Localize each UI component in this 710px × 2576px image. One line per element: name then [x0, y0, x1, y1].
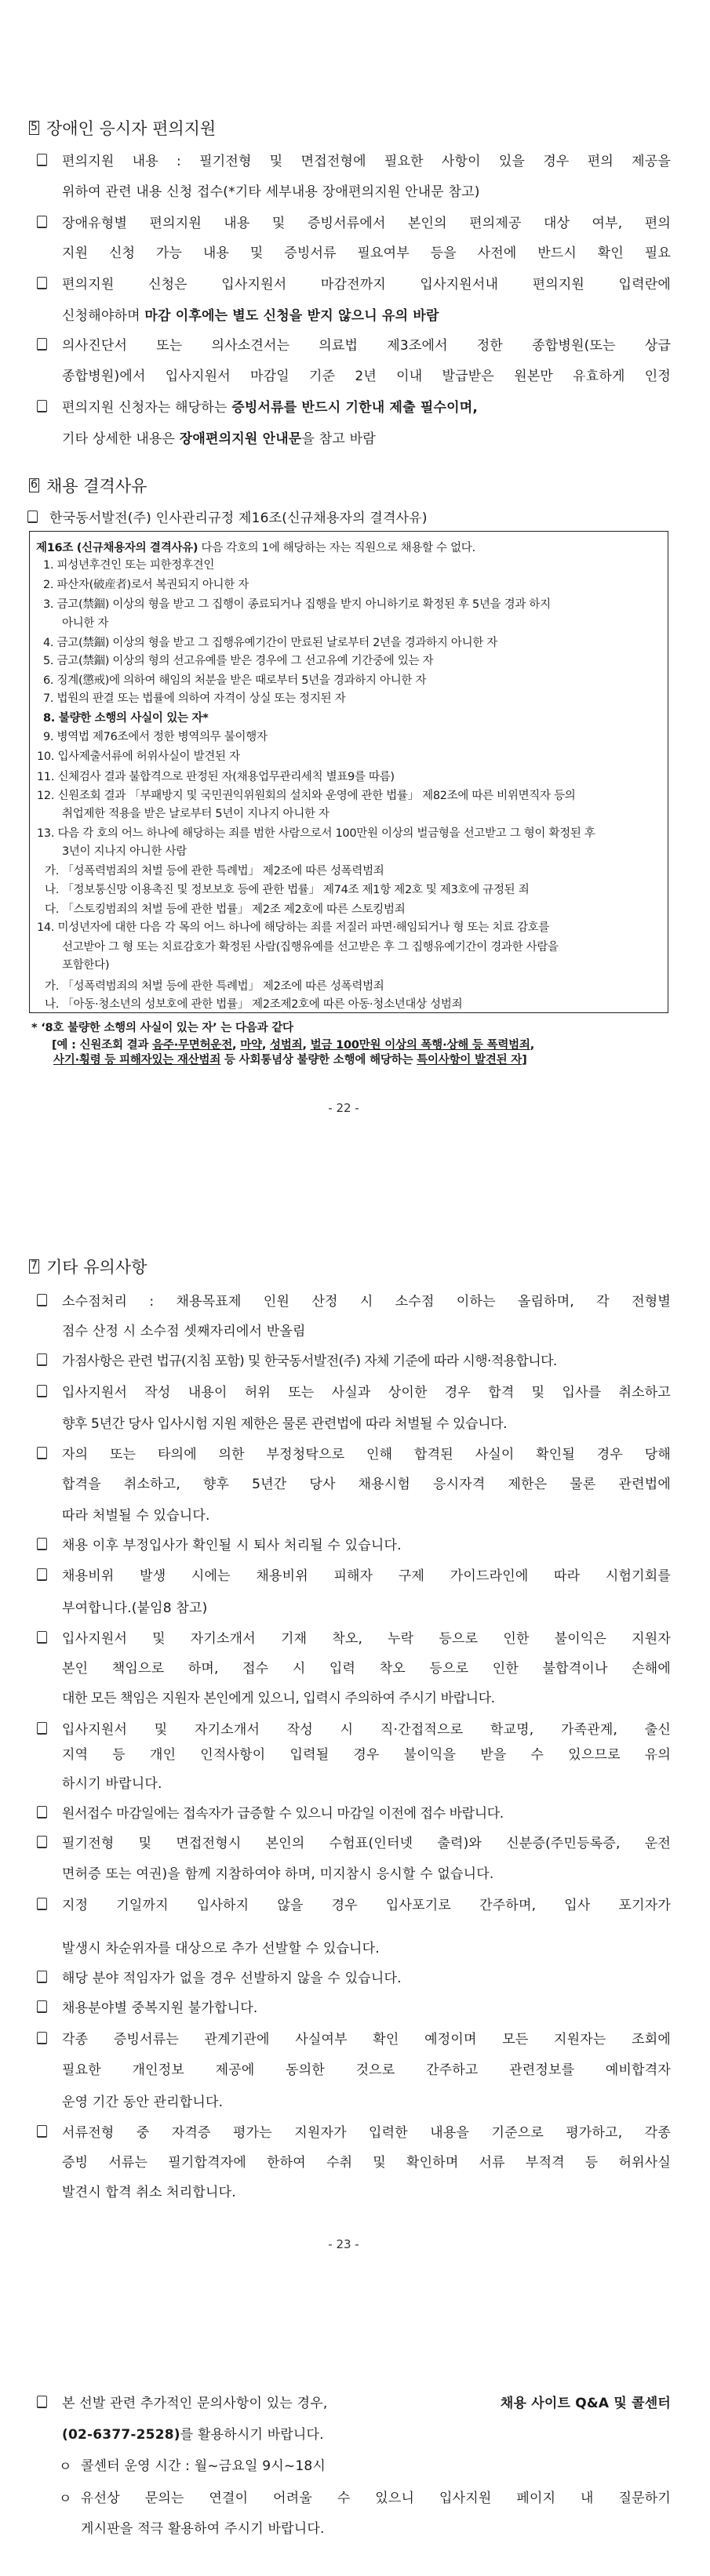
list-item-line: 운영 기간 동안 관리합니다. — [62, 2095, 224, 2110]
checkbox-bullet-icon — [37, 2032, 47, 2044]
list-item-line: 해당 분야 적임자가 없을 경우 선발하지 않을 수 있습니다. — [62, 1971, 402, 1986]
checkbox-bullet-icon — [37, 2125, 47, 2138]
checkbox-bullet-icon — [37, 1538, 47, 1550]
text-underlined: 벌금 100만원 이상의 폭행·상해 등 폭력범죄 — [310, 1039, 530, 1052]
section-title: 채용 결격사유 — [46, 477, 147, 496]
regulation-line: 14. 미성년자에 대한 다음 각 목의 어느 하나에 해당하는 죄를 저질러 파면·해임되거나 형 또는 치료 감호를 — [37, 921, 550, 934]
footnote-line — [52, 1036, 534, 1052]
list-item-line: 발생시 차순위자를 대상으로 추가 선발할 수 있습니다. — [62, 1941, 380, 1957]
regulation-line: 나. 「정보통신망 이용촉진 및 정보보호 등에 관한 법률」 제74조 제1항 제2호 및 제3호에 규정된 죄 — [45, 884, 530, 896]
sub-bullet-line: 게시판을 적극 활용하여 주시기 바랍니다. — [81, 2521, 325, 2537]
list-item-line: 자의 또는 타의에 의한 부정청탁으로 인해 합격된 사실이 확인될 경우 당해 — [62, 1447, 671, 1462]
bullet-symbol-icon: ㅇ — [59, 2459, 72, 2475]
list-item-line: 필기전형 및 면접전형시 본인의 수험표(인터넷 출력)와 신분증(주민등록증, 운전 — [62, 1836, 671, 1851]
checkbox-bullet-icon — [37, 1631, 47, 1644]
sub-bullet-line: 유선상 문의는 연결이 어려울 수 있으니 입사지원 페이지 내 질문하기 — [81, 2491, 671, 2506]
regulation-line: 7. 법원의 판결 또는 법률에 의하여 자격이 상실 또는 정지된 자 — [43, 692, 346, 705]
list-item-line: 입사지원서 및 자기소개서 기재 착오, 누락 등으로 인한 불이익은 지원자 — [62, 1631, 671, 1647]
list-item-line: 위하여 관련 내용 신청 접수(*기타 세부내용 장애편의지원 안내문 참고) — [62, 184, 480, 200]
checkbox-bullet-icon — [37, 1447, 47, 1459]
section-title: 장애인 응시자 편의지원 — [46, 119, 217, 138]
regulation-line: 아니한 자 — [62, 617, 109, 630]
regulation-line: 취업제한 적용을 받은 날로부터 5년이 지나지 아니한 자 — [62, 808, 330, 820]
text-plain: 을 참고 바람 — [301, 431, 376, 447]
list-item-line: 지정 기일까지 입사하지 않을 경우 입사포기로 간주하며, 입사 포기자가 — [62, 1898, 671, 1913]
regulation-line: 1. 피성년후견인 또는 피한정후견인 — [43, 559, 215, 572]
text-plain: 를 활용하시기 바랍니다. — [180, 2427, 324, 2443]
regulation-line: 9. 병역법 제76조에서 정한 병역의무 불이행자 — [43, 731, 268, 743]
list-item-line: 대한 모든 책임은 지원자 본인에게 있으니, 입력시 주의하여 주시기 바랍니다. — [62, 1691, 495, 1706]
regulation-line: 가. 「성폭력범죄의 처벌 등에 관한 특례법」 제2조에 따른 성폭력범죄 — [45, 865, 384, 877]
section-number-box: 6 — [29, 478, 39, 492]
text-underlined: 음주·무면허운전 — [152, 1039, 233, 1052]
regulation-line: 5. 금고(禁錮) 이상의 형의 선고유예를 받은 경우에 그 선고유예 기간중에 있는 자 — [43, 655, 434, 667]
list-item-line: 가점사항은 관련 법규(지침 포함) 및 한국동서발전(주) 자체 기준에 따라 시행·적용합니다. — [62, 1353, 557, 1369]
text-underlined: 사기·횡령 등 피해자있는 재산범죄 — [53, 1054, 221, 1066]
text-plain: , — [232, 1039, 241, 1052]
list-item-line: 입사지원서 및 자기소개서 작성 시 직·간접적으로 학교명, 가족관계, 출신 — [62, 1722, 671, 1738]
list-item-line: 본인 책임으로 하며, 접수 시 입력 착오 등으로 인한 불합격이나 손해에 — [62, 1661, 671, 1677]
contact-line — [62, 2423, 324, 2443]
list-item-line: 채용분야별 중복지원 불가합니다. — [62, 2000, 258, 2016]
text-plain: 기타 상세한 내용은 — [62, 431, 180, 447]
section-6-heading — [29, 474, 147, 497]
checkbox-bullet-icon — [37, 1722, 47, 1735]
checkbox-bullet-icon — [37, 2396, 47, 2408]
footnote-title: * ‘8호 불량한 소행의 사실이 있는 자’ 는 다음과 같다 — [31, 1022, 293, 1034]
text-bold: 증빙서류를 반드시 기한내 제출 필수이며, — [231, 400, 478, 416]
regulation-heading — [36, 539, 475, 555]
checkbox-bullet-icon — [37, 1836, 47, 1848]
regulation-line: 포함한다) — [62, 959, 110, 972]
list-item-line: 편의지원 신청은 입사지원서 마감전까지 입사지원서내 편의지원 입력란에 — [62, 277, 671, 292]
checkbox-bullet-icon — [37, 154, 47, 166]
text-bold: 마감 이후에는 별도 신청을 받지 않으니 유의 바람 — [144, 308, 439, 324]
list-item-line: 합격을 취소하고, 향후 5년간 당사 채용시험 응시자격 제한은 물론 관련법에 — [62, 1477, 671, 1492]
regulation-line: 나. 「아동·청소년의 성보호에 관한 법률」 제2조제2호에 따른 아동·청소년대상 성범죄 — [45, 998, 463, 1011]
page-number: - 22 - — [328, 1101, 359, 1115]
checkbox-bullet-icon — [37, 400, 47, 412]
phone-number: (02-6377-2528) — [62, 2427, 180, 2443]
regulation-line: 4. 금고(禁錮) 이상의 형을 받고 그 집행유예기간이 만료된 날로부터 2년을 경과하지 아니한 자 — [43, 637, 498, 649]
list-item-line — [62, 304, 439, 324]
checkbox-bullet-icon — [37, 1385, 47, 1397]
regulation-line: 3년이 지나지 아니한 사람 — [62, 845, 187, 858]
list-item-line: 입사지원서 작성 내용이 허위 또는 사실과 상이한 경우 합격 및 입사를 취소하고 — [62, 1385, 671, 1401]
regulation-line: 가. 「성폭력범죄의 처벌 등에 관한 특례법」 제2조에 따른 성폭력범죄 — [45, 980, 384, 993]
text-underlined: 성범죄 — [270, 1039, 303, 1052]
text-plain: , — [302, 1039, 311, 1052]
regulation-line-highlighted: 8. 불량한 소행의 사실이 있는 자* — [43, 712, 209, 725]
section-5-heading — [29, 116, 216, 140]
text-plain: , — [261, 1039, 271, 1052]
list-item-line: 필요한 개인정보 제공에 동의한 것으로 간주하고 관련정보를 예비합격자 — [62, 2062, 671, 2078]
list-item-line: 장애유형별 편의지원 내용 및 증빙서류에서 본인의 편의제공 대상 여부, 편의 — [62, 216, 671, 231]
text-plain: [예 : 신원조회 결과 — [52, 1039, 153, 1052]
page-number: - 23 - — [328, 2237, 359, 2251]
text-plain: 본 선발 관련 추가적인 문의사항이 있는 경우, — [62, 2396, 328, 2411]
regulation-line: 13. 다음 각 호의 어느 하나에 해당하는 죄를 범한 사람으로서 100만원 이상의 벌금형을 선고받고 그 형이 확정된 후 — [37, 827, 595, 840]
regulation-line: 11. 신체검사 결과 불합격으로 판정된 자(채용업무관리세칙 별표9를 따름) — [37, 771, 395, 783]
regulation-line: 6. 징계(懲戒)에 의하여 해임의 처분을 받은 때로부터 5년을 경과하지 아니한 자 — [43, 674, 427, 687]
checkbox-bullet-icon — [37, 1806, 47, 1818]
list-item-line: 채용비위 발생 시에는 채용비위 피해자 구제 가이드라인에 따라 시험기회를 — [62, 1568, 671, 1584]
section-number-box: 7 — [29, 1259, 39, 1273]
text-bold: 장애편의지원 안내문 — [179, 431, 302, 447]
checkbox-bullet-icon — [37, 1898, 47, 1910]
checkbox-bullet-icon — [37, 277, 47, 289]
text-plain: 다음 각호의 1에 해당하는 자는 직원으로 채용할 수 없다. — [198, 542, 475, 554]
list-item-line: 따라 처벌될 수 있습니다. — [62, 1508, 210, 1524]
list-item-line: 소수점처리 : 채용목표제 인원 산정 시 소수점 이하는 올림하며, 각 전형별 — [62, 1294, 671, 1310]
regulation-line: 2. 파산자(破産者)로서 복권되지 아니한 자 — [43, 579, 249, 591]
list-item-line: 증빙 서류는 필기합격자에 한하여 수취 및 확인하며 서류 부적격 등 허위사실 — [62, 2155, 671, 2171]
list-item-line: 편의지원 내용 : 필기전형 및 면접전형에 필요한 사항이 있을 경우 편의 제공을 — [62, 154, 671, 169]
list-item-line: 하시기 바랍니다. — [62, 1776, 162, 1792]
text-plain: 등 사회통념상 불량한 소행에 해당하는 — [220, 1054, 417, 1066]
bullet-symbol-icon: ㅇ — [59, 2491, 72, 2507]
list-item-line: 각종 증빙서류는 관계기관에 사실여부 확인 예정이며 모든 지원자는 조회에 — [62, 2032, 671, 2047]
checkbox-bullet-icon — [37, 338, 47, 351]
regulation-line: 다. 「스토킹범죄의 처벌 등에 관한 법률」 제2조 제2호에 따른 스토킹범죄 — [45, 903, 406, 916]
regulation-line: 10. 입사제출서류에 허위사실이 발견된 자 — [37, 750, 240, 763]
checkbox-bullet-icon — [37, 1294, 47, 1306]
section-7-heading — [29, 1255, 147, 1278]
checkbox-bullet-icon — [27, 510, 38, 523]
text-plain: , — [530, 1039, 535, 1052]
checkbox-bullet-icon — [37, 216, 47, 228]
list-item-line: 발견시 합격 취소 처리합니다. — [62, 2185, 236, 2200]
footnote-line — [53, 1051, 527, 1067]
text-bold: 제16조 (신규채용자의 결격사유) — [36, 542, 198, 554]
list-item-line: 서류전형 중 자격증 평가는 지원자가 입력한 내용을 기준으로 평가하고, 각종 — [62, 2125, 671, 2141]
list-item-line: 지역 등 개인 인적사항이 입력될 경우 불이익을 받을 수 있으므로 유의 — [62, 1747, 671, 1763]
list-item-line — [62, 396, 478, 416]
list-item-line: 채용 이후 부정입사가 확인될 시 퇴사 처리될 수 있습니다. — [62, 1538, 402, 1553]
regulation-line: 선고받아 그 형 또는 치료감호가 확정된 사람(집행유예를 선고받은 후 그 집행유예기간이 경과한 사람을 — [62, 941, 559, 954]
list-item-line — [62, 427, 376, 447]
list-item-line: 면허증 또는 여권)을 함께 지참하여야 하며, 미지참시 응시할 수 없습니다. — [62, 1866, 494, 1882]
text-underlined: 특이사항이 발견된 자 — [417, 1054, 522, 1066]
text-underlined: 마약 — [240, 1039, 262, 1052]
regulation-reference: 한국동서발전(주) 인사관리규정 제16조(신규채용자의 결격사유) — [49, 510, 428, 526]
text-plain: 편의지원 신청자는 해당하는 — [62, 400, 232, 416]
list-item-line: 종합병원)에서 입사지원서 마감일 기준 2년 이내 발급받은 원본만 유효하게 인정 — [62, 369, 671, 384]
section-title: 기타 유의사항 — [46, 1258, 147, 1277]
list-item-line: 지원 신청 가능 내용 및 증빙서류 필요여부 등을 사전에 반드시 확인 필요 — [62, 245, 671, 261]
text-plain: ] — [522, 1054, 527, 1066]
regulation-line: 12. 신원조회 결과 「부패방지 및 국민권익위원회의 설치와 운영에 관한 법률」 제82조에 따른 비위면직자 등의 — [37, 790, 576, 802]
list-item-line: 점수 산정 시 소수점 셋째자리에서 반올림 — [62, 1324, 306, 1339]
checkbox-bullet-icon — [37, 1353, 47, 1366]
text-bold: 채용 사이트 Q&A 및 콜센터 — [500, 2396, 671, 2411]
section-number-box: 5 — [29, 121, 39, 135]
checkbox-bullet-icon — [37, 1971, 47, 1983]
list-item-line: 부여합니다.(붙임8 참고) — [62, 1600, 208, 1616]
checkbox-bullet-icon — [37, 2000, 47, 2013]
regulation-line: 3. 금고(禁錮) 이상의 형을 받고 그 집행이 종료되거나 집행을 받지 아니하기로 확정된 후 5년을 경과 하지 — [43, 598, 551, 611]
text-plain: 신청해야하며 — [62, 308, 145, 324]
list-item-line: 원서접수 마감일에는 접속자가 급증할 수 있으니 마감일 이전에 접수 바랍니다. — [62, 1806, 504, 1822]
contact-line — [62, 2392, 671, 2411]
checkbox-bullet-icon — [37, 1568, 47, 1581]
sub-bullet-line: 콜센터 운영 시간 : 월~금요일 9시~18시 — [81, 2458, 326, 2474]
list-item-line: 의사진단서 또는 의사소견서는 의료법 제3조에서 정한 종합병원(또는 상급 — [62, 338, 671, 354]
list-item-line: 향후 5년간 당사 입사시험 지원 제한은 물론 관련법에 따라 처벌될 수 있습니다. — [62, 1416, 508, 1432]
